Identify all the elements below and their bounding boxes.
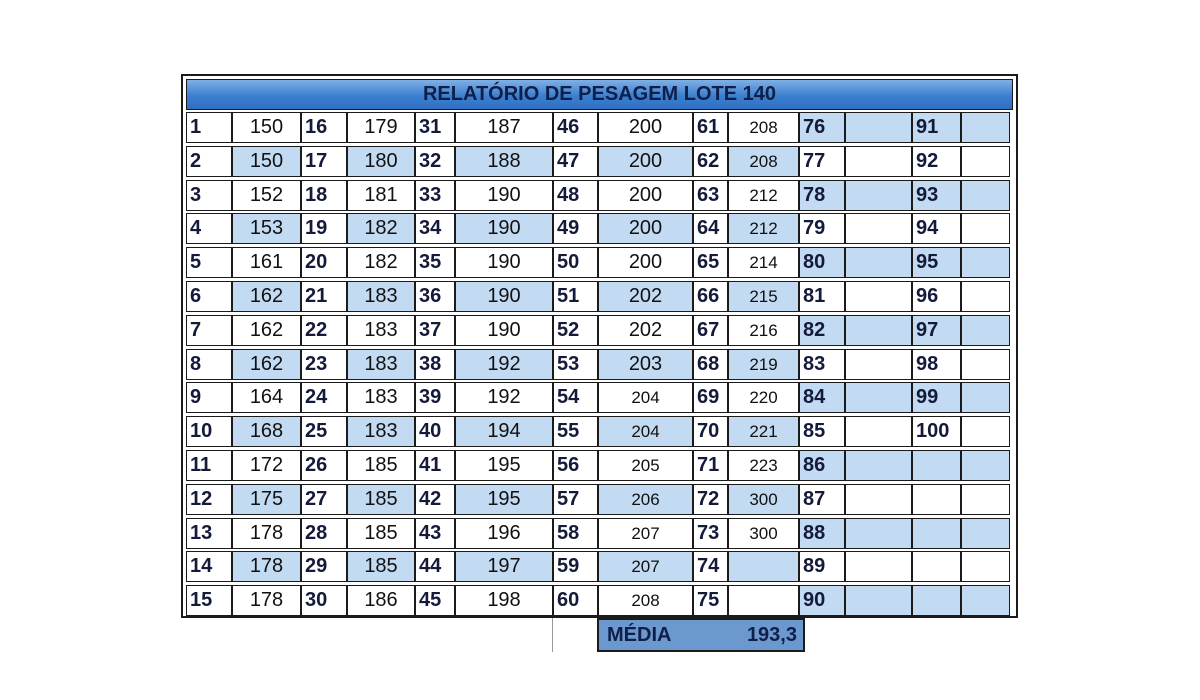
weight-value: 183 xyxy=(347,416,415,447)
weight-value: 150 xyxy=(232,112,301,143)
report-title: RELATÓRIO DE PESAGEM LOTE 140 xyxy=(186,79,1013,110)
weight-value: 190 xyxy=(455,315,553,346)
animal-number: 7 xyxy=(186,315,232,346)
weight-value xyxy=(961,585,1010,616)
weight-value xyxy=(961,450,1010,481)
animal-number: 65 xyxy=(693,247,728,278)
animal-number: 26 xyxy=(301,450,347,481)
animal-number: 45 xyxy=(415,585,455,616)
weight-value: 200 xyxy=(598,180,693,211)
animal-number: 75 xyxy=(693,585,728,616)
weight-value: 198 xyxy=(455,585,553,616)
weight-value: 178 xyxy=(232,551,301,582)
weight-value xyxy=(961,281,1010,312)
animal-number: 28 xyxy=(301,518,347,549)
weight-value: 183 xyxy=(347,382,415,413)
average-label: MÉDIA xyxy=(607,624,672,646)
weight-value: 195 xyxy=(455,484,553,515)
weight-value xyxy=(961,382,1010,413)
animal-number: 41 xyxy=(415,450,455,481)
animal-number: 36 xyxy=(415,281,455,312)
animal-number: 51 xyxy=(553,281,598,312)
weight-value: 204 xyxy=(598,416,693,447)
weight-value: 204 xyxy=(598,382,693,413)
animal-number: 82 xyxy=(799,315,845,346)
animal-number: 49 xyxy=(553,213,598,244)
weight-value: 164 xyxy=(232,382,301,413)
weight-value xyxy=(961,315,1010,346)
animal-number: 42 xyxy=(415,484,455,515)
weight-value: 178 xyxy=(232,585,301,616)
weight-value: 192 xyxy=(455,382,553,413)
weight-value: 180 xyxy=(347,146,415,177)
animal-number: 2 xyxy=(186,146,232,177)
animal-number: 95 xyxy=(912,247,961,278)
weight-value: 192 xyxy=(455,349,553,380)
weight-value xyxy=(961,551,1010,582)
weight-value: 182 xyxy=(347,247,415,278)
weight-value: 190 xyxy=(455,247,553,278)
weight-value xyxy=(845,213,912,244)
divider-line xyxy=(552,618,553,652)
animal-number: 30 xyxy=(301,585,347,616)
weight-value: 208 xyxy=(598,585,693,616)
weight-value: 183 xyxy=(347,281,415,312)
weight-value: 190 xyxy=(455,180,553,211)
animal-number: 17 xyxy=(301,146,347,177)
animal-number: 99 xyxy=(912,382,961,413)
weight-value: 202 xyxy=(598,281,693,312)
animal-number: 56 xyxy=(553,450,598,481)
weight-value: 203 xyxy=(598,349,693,380)
weight-value: 207 xyxy=(598,551,693,582)
weight-value xyxy=(845,551,912,582)
animal-number: 96 xyxy=(912,281,961,312)
animal-number: 8 xyxy=(186,349,232,380)
animal-number: 81 xyxy=(799,281,845,312)
weight-value: 216 xyxy=(728,315,799,346)
animal-number: 87 xyxy=(799,484,845,515)
animal-number: 21 xyxy=(301,281,347,312)
animal-number: 80 xyxy=(799,247,845,278)
weight-value xyxy=(961,146,1010,177)
weight-value: 162 xyxy=(232,281,301,312)
animal-number: 54 xyxy=(553,382,598,413)
animal-number: 60 xyxy=(553,585,598,616)
weight-value: 152 xyxy=(232,180,301,211)
animal-number: 14 xyxy=(186,551,232,582)
weighing-report-table xyxy=(181,74,1018,618)
animal-number: 15 xyxy=(186,585,232,616)
weight-value xyxy=(961,484,1010,515)
animal-number: 1 xyxy=(186,112,232,143)
animal-number: 88 xyxy=(799,518,845,549)
animal-number: 93 xyxy=(912,180,961,211)
animal-number: 4 xyxy=(186,213,232,244)
animal-number: 25 xyxy=(301,416,347,447)
animal-number: 92 xyxy=(912,146,961,177)
weight-value: 175 xyxy=(232,484,301,515)
animal-number: 84 xyxy=(799,382,845,413)
weight-value xyxy=(845,146,912,177)
animal-number: 72 xyxy=(693,484,728,515)
animal-number: 48 xyxy=(553,180,598,211)
animal-number: 58 xyxy=(553,518,598,549)
weight-value: 185 xyxy=(347,450,415,481)
weight-value xyxy=(961,213,1010,244)
weight-value xyxy=(961,416,1010,447)
animal-number: 10 xyxy=(186,416,232,447)
animal-number: 29 xyxy=(301,551,347,582)
weight-value xyxy=(845,112,912,143)
weight-value: 194 xyxy=(455,416,553,447)
animal-number: 35 xyxy=(415,247,455,278)
weight-value: 190 xyxy=(455,281,553,312)
animal-number: 44 xyxy=(415,551,455,582)
animal-number: 66 xyxy=(693,281,728,312)
animal-number: 18 xyxy=(301,180,347,211)
weight-value: 185 xyxy=(347,551,415,582)
weight-value: 162 xyxy=(232,349,301,380)
weight-value xyxy=(845,315,912,346)
animal-number: 91 xyxy=(912,112,961,143)
animal-number: 16 xyxy=(301,112,347,143)
weight-value: 200 xyxy=(598,146,693,177)
weight-value xyxy=(845,349,912,380)
animal-number: 39 xyxy=(415,382,455,413)
weight-value: 190 xyxy=(455,213,553,244)
weight-value xyxy=(845,247,912,278)
weight-value: 188 xyxy=(455,146,553,177)
animal-number: 90 xyxy=(799,585,845,616)
animal-number: 33 xyxy=(415,180,455,211)
weight-value xyxy=(961,112,1010,143)
animal-number: 37 xyxy=(415,315,455,346)
animal-number: 20 xyxy=(301,247,347,278)
weight-value: 186 xyxy=(347,585,415,616)
animal-number xyxy=(912,585,961,616)
weight-value: 183 xyxy=(347,315,415,346)
average-value: 193,3 xyxy=(746,624,797,646)
weight-value xyxy=(845,450,912,481)
animal-number: 76 xyxy=(799,112,845,143)
animal-number: 61 xyxy=(693,112,728,143)
animal-number: 11 xyxy=(186,450,232,481)
weight-value: 215 xyxy=(728,281,799,312)
weight-value: 168 xyxy=(232,416,301,447)
animal-number: 78 xyxy=(799,180,845,211)
animal-number: 70 xyxy=(693,416,728,447)
animal-number: 38 xyxy=(415,349,455,380)
animal-number: 55 xyxy=(553,416,598,447)
animal-number: 31 xyxy=(415,112,455,143)
weight-value xyxy=(845,416,912,447)
animal-number: 40 xyxy=(415,416,455,447)
weight-value: 185 xyxy=(347,484,415,515)
weight-value xyxy=(961,180,1010,211)
animal-number: 71 xyxy=(693,450,728,481)
animal-number: 47 xyxy=(553,146,598,177)
weight-value: 220 xyxy=(728,382,799,413)
weight-value xyxy=(961,247,1010,278)
animal-number: 74 xyxy=(693,551,728,582)
weight-value: 200 xyxy=(598,247,693,278)
animal-number: 52 xyxy=(553,315,598,346)
animal-number: 19 xyxy=(301,213,347,244)
weight-value xyxy=(845,484,912,515)
animal-number: 86 xyxy=(799,450,845,481)
weight-value: 179 xyxy=(347,112,415,143)
weight-value: 162 xyxy=(232,315,301,346)
animal-number: 97 xyxy=(912,315,961,346)
weight-value: 183 xyxy=(347,349,415,380)
animal-number: 13 xyxy=(186,518,232,549)
animal-number xyxy=(912,484,961,515)
animal-number: 22 xyxy=(301,315,347,346)
animal-number: 9 xyxy=(186,382,232,413)
animal-number xyxy=(912,518,961,549)
animal-number: 24 xyxy=(301,382,347,413)
weight-value: 187 xyxy=(455,112,553,143)
weight-value: 207 xyxy=(598,518,693,549)
weight-value: 208 xyxy=(728,146,799,177)
animal-number: 23 xyxy=(301,349,347,380)
weight-value xyxy=(845,518,912,549)
weight-value: 219 xyxy=(728,349,799,380)
weight-value: 212 xyxy=(728,180,799,211)
weight-value: 202 xyxy=(598,315,693,346)
weight-value: 161 xyxy=(232,247,301,278)
weight-value xyxy=(845,180,912,211)
weight-value: 153 xyxy=(232,213,301,244)
animal-number: 77 xyxy=(799,146,845,177)
weight-value: 196 xyxy=(455,518,553,549)
animal-number: 27 xyxy=(301,484,347,515)
weight-value: 200 xyxy=(598,112,693,143)
animal-number: 59 xyxy=(553,551,598,582)
weight-value: 206 xyxy=(598,484,693,515)
weight-value xyxy=(728,551,799,582)
animal-number: 32 xyxy=(415,146,455,177)
weight-value: 182 xyxy=(347,213,415,244)
animal-number: 12 xyxy=(186,484,232,515)
weight-value: 205 xyxy=(598,450,693,481)
animal-number: 69 xyxy=(693,382,728,413)
average-box xyxy=(597,618,805,652)
weight-value: 200 xyxy=(598,213,693,244)
animal-number: 79 xyxy=(799,213,845,244)
animal-number: 46 xyxy=(553,112,598,143)
weight-value xyxy=(728,585,799,616)
animal-number xyxy=(912,450,961,481)
animal-number: 62 xyxy=(693,146,728,177)
animal-number: 53 xyxy=(553,349,598,380)
weight-value xyxy=(961,518,1010,549)
animal-number: 63 xyxy=(693,180,728,211)
animal-number: 83 xyxy=(799,349,845,380)
animal-number: 73 xyxy=(693,518,728,549)
animal-number: 94 xyxy=(912,213,961,244)
animal-number: 98 xyxy=(912,349,961,380)
weight-value xyxy=(845,281,912,312)
weight-value xyxy=(845,382,912,413)
weight-value: 178 xyxy=(232,518,301,549)
weight-value: 172 xyxy=(232,450,301,481)
weight-value: 300 xyxy=(728,518,799,549)
animal-number: 64 xyxy=(693,213,728,244)
animal-number: 43 xyxy=(415,518,455,549)
animal-number: 34 xyxy=(415,213,455,244)
weight-value: 195 xyxy=(455,450,553,481)
weight-value: 181 xyxy=(347,180,415,211)
weight-value xyxy=(845,585,912,616)
animal-number: 5 xyxy=(186,247,232,278)
animal-number xyxy=(912,551,961,582)
animal-number: 57 xyxy=(553,484,598,515)
weight-value: 300 xyxy=(728,484,799,515)
weight-value xyxy=(961,349,1010,380)
animal-number: 89 xyxy=(799,551,845,582)
animal-number: 50 xyxy=(553,247,598,278)
weight-value: 185 xyxy=(347,518,415,549)
weight-value: 197 xyxy=(455,551,553,582)
weight-value: 150 xyxy=(232,146,301,177)
animal-number: 67 xyxy=(693,315,728,346)
animal-number: 6 xyxy=(186,281,232,312)
weight-value: 223 xyxy=(728,450,799,481)
weight-value: 214 xyxy=(728,247,799,278)
weight-value: 221 xyxy=(728,416,799,447)
weight-value: 208 xyxy=(728,112,799,143)
animal-number: 3 xyxy=(186,180,232,211)
animal-number: 85 xyxy=(799,416,845,447)
animal-number: 68 xyxy=(693,349,728,380)
animal-number: 100 xyxy=(912,416,961,447)
weight-value: 212 xyxy=(728,213,799,244)
